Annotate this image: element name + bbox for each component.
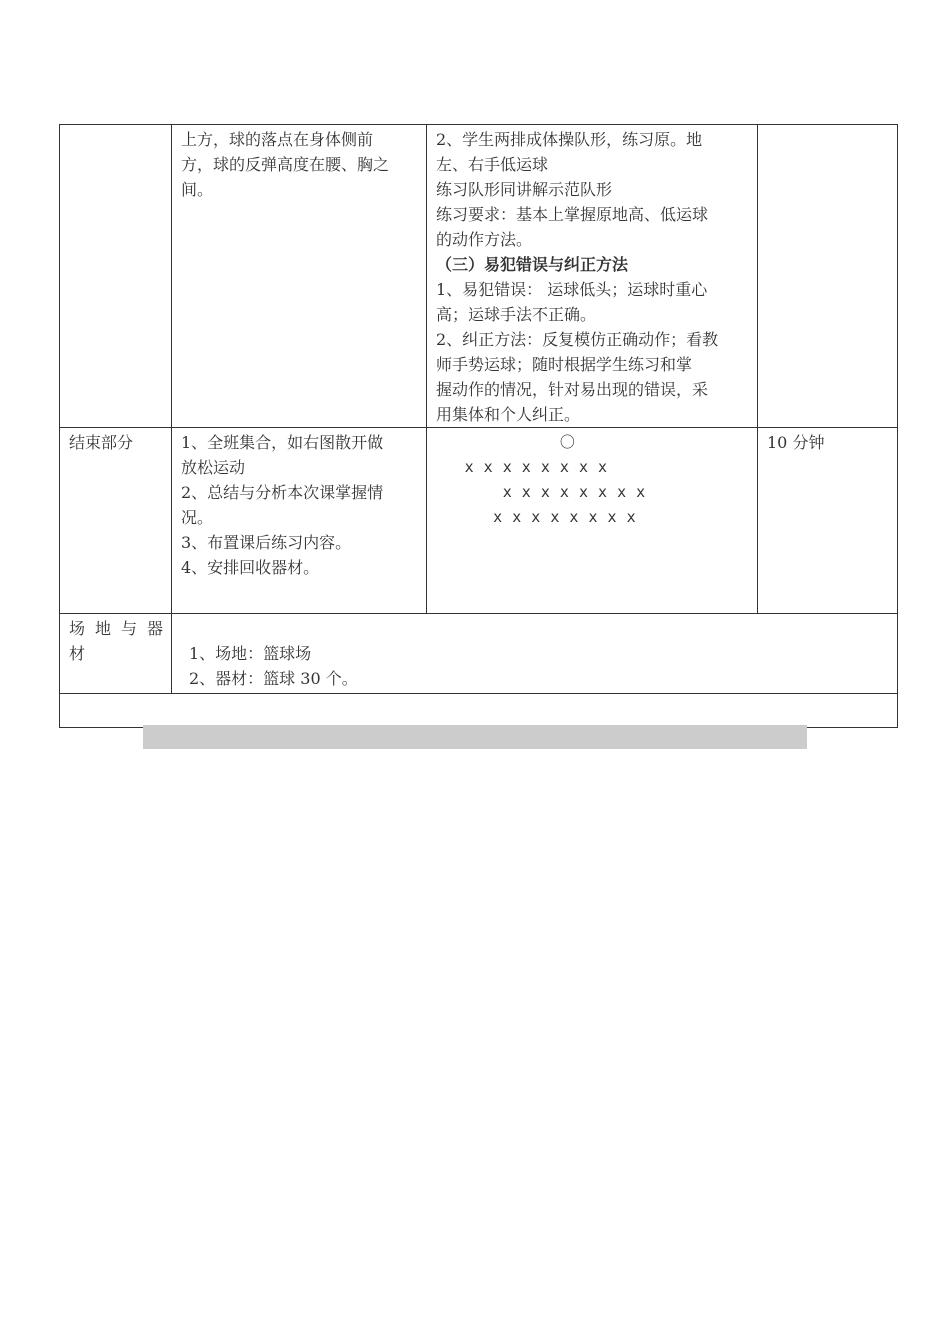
- ending-time: 10 分钟: [767, 433, 825, 452]
- formation-row-2: x x x x x x x x: [436, 483, 646, 501]
- ending-item-5: 3、布置课后练习内容。: [181, 533, 352, 552]
- ending-item-3: 2、总结与分析本次课掌握情: [181, 483, 384, 502]
- continued-row-label-cell: [60, 125, 172, 428]
- ending-item-2: 放松运动: [181, 458, 246, 477]
- errors-line-5: 握动作的情况，针对易出现的错误，采: [436, 380, 709, 399]
- method-line-3: 间。: [181, 180, 214, 199]
- organization-line-4: 练习要求：基本上掌握原地高、低运球: [436, 205, 709, 224]
- errors-line-4: 师手势运球；随时根据学生练习和掌: [436, 355, 693, 374]
- venue-items-cell: [172, 614, 898, 694]
- ending-item-6: 4、安排回收器材。: [181, 558, 320, 577]
- gray-footer-bar: [143, 725, 807, 749]
- organization-line-1: 2、学生两排成体操队形，练习原。地: [436, 130, 703, 149]
- continued-row: [60, 125, 898, 428]
- empty-footer-row: [60, 694, 898, 728]
- ending-row: [60, 428, 898, 614]
- ending-label: 结束部分: [69, 433, 134, 452]
- errors-line-3: 2、纠正方法：反复模仿正确动作；看教: [436, 330, 719, 349]
- venue-label-line-1: 场 地 与 器: [69, 619, 163, 638]
- ending-items-cell: [172, 428, 427, 614]
- formation-teacher-mark: 〇: [436, 433, 576, 451]
- ending-time-cell: [758, 428, 898, 614]
- continued-row-method-cell: [172, 125, 427, 428]
- errors-line-1: 1、易犯错误： 运球低头；运球时重心: [436, 280, 708, 299]
- method-line-2: 方，球的反弹高度在腰、胸之: [181, 155, 390, 174]
- errors-line-2: 高；运球手法不正确。: [436, 305, 597, 324]
- organization-line-2: 左、右手低运球: [436, 155, 549, 174]
- errors-heading: （三）易犯错误与纠正方法: [436, 255, 629, 274]
- formation-row-1: x x x x x x x x: [436, 458, 608, 476]
- organization-line-3: 练习队形同讲解示范队形: [436, 180, 613, 199]
- venue-label-cell: [60, 614, 172, 694]
- venue-label-line-2: 材: [69, 644, 86, 663]
- ending-item-1: 1、全班集合，如右图散开做: [181, 433, 384, 452]
- continued-row-organization-cell: [427, 125, 758, 428]
- venue-item-2: 2、器材：篮球 30 个。: [189, 669, 358, 688]
- ending-item-4: 况。: [181, 508, 214, 527]
- continued-row-time-cell: [758, 125, 898, 428]
- ending-label-cell: [60, 428, 172, 614]
- empty-footer-cell: [60, 694, 898, 728]
- method-line-1: 上方，球的落点在身体侧前: [181, 130, 374, 149]
- formation-row-3: x x x x x x x x: [436, 508, 637, 526]
- venue-item-1: 1、场地：篮球场: [189, 644, 312, 663]
- organization-line-5: 的动作方法。: [436, 230, 533, 249]
- errors-line-6: 用集体和个人纠正。: [436, 405, 581, 424]
- venue-row: [60, 614, 898, 694]
- ending-formation-cell: [427, 428, 758, 614]
- lesson-plan-table: [59, 124, 898, 728]
